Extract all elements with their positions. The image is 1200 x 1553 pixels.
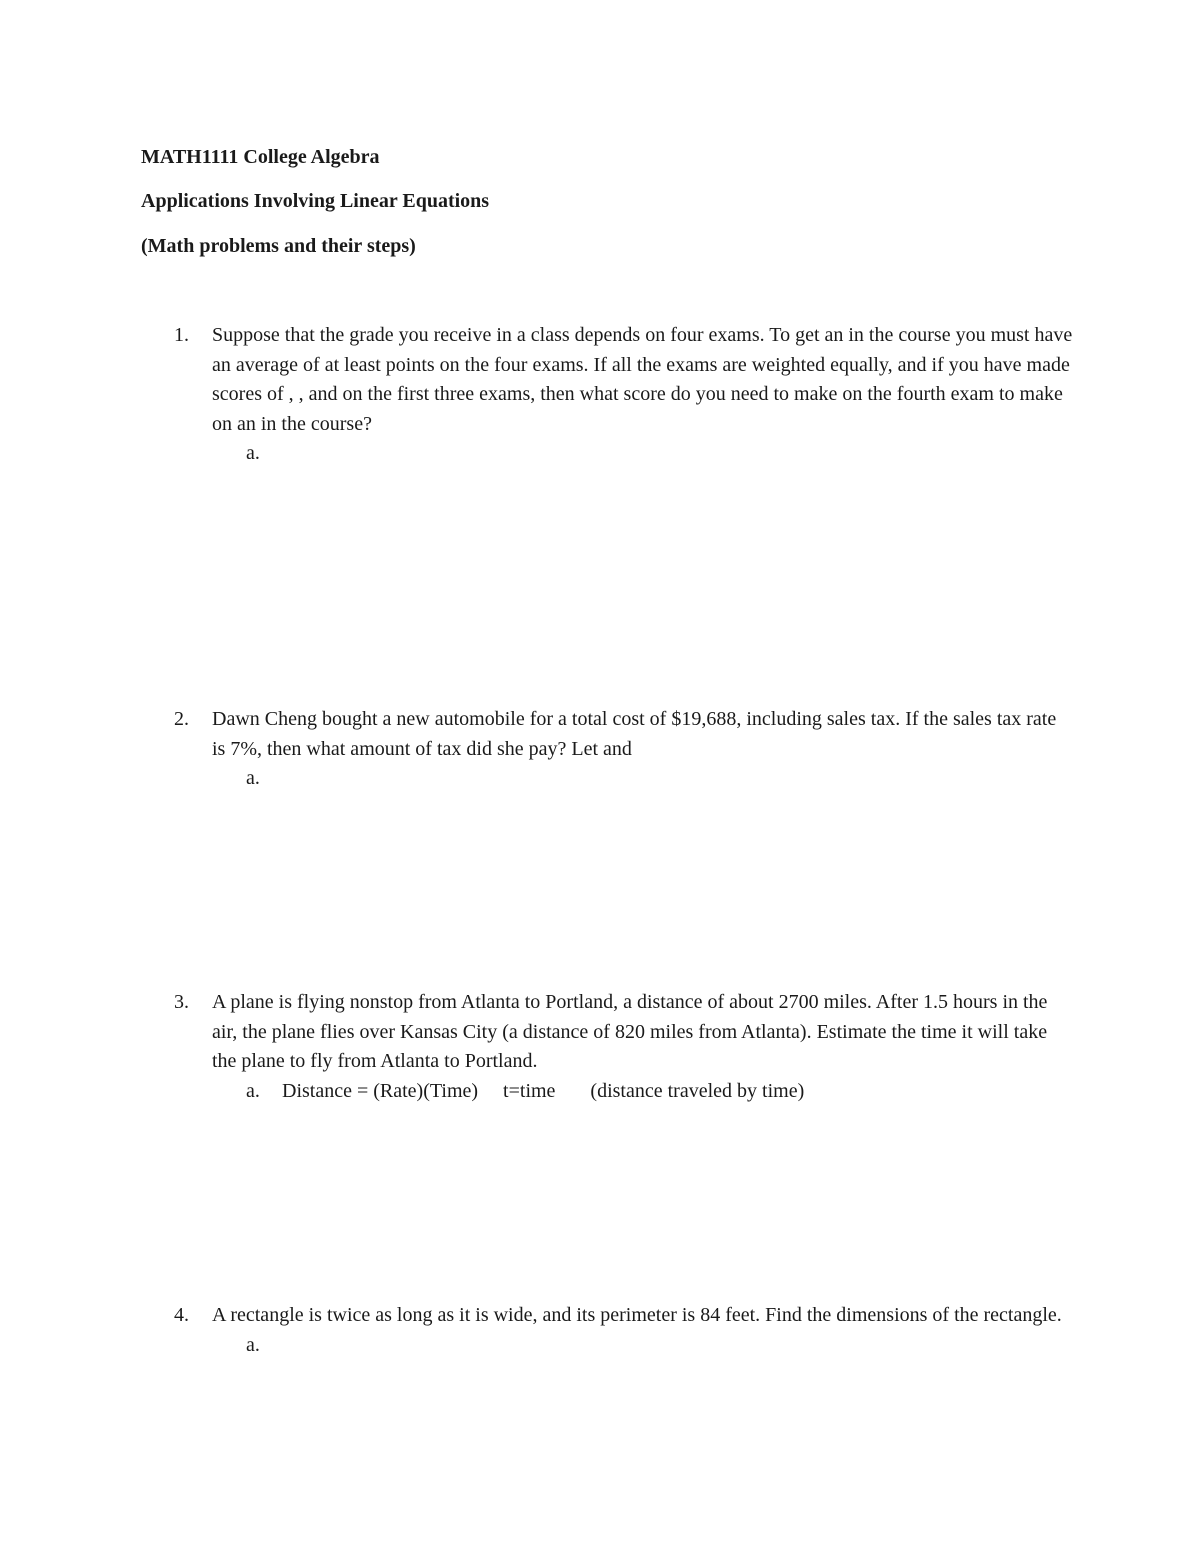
answer-letter: a.	[246, 1079, 260, 1102]
answer-text: Distance = (Rate)(Time) t=time (distance traveled by time)	[282, 1079, 805, 1102]
answer-letter: a.	[246, 442, 260, 464]
answer-letter: a.	[246, 1333, 260, 1356]
topic-title: Applications Involving Linear Equations	[141, 190, 490, 212]
problem-2	[174, 705, 1074, 794]
problem-text: A plane is flying nonstop from Atlanta to Portland, a distance of about 2700 miles. After 1.5 hours in the air, the plane flies over Kansas City (a distance of 820 miles from Atlanta). Estimate the time it will take the plane to fly from Atlanta to Portland.	[212, 991, 1048, 1072]
answer-line	[246, 1077, 1074, 1107]
problem-4	[174, 1301, 1074, 1360]
problem-3	[174, 988, 1074, 1106]
answer-line	[246, 1331, 1074, 1361]
answer-line	[246, 764, 1074, 794]
problem-text: Dawn Cheng bought a new automobile for a total cost of $19,688, including sales tax. If the sales tax rate is 7%, then what amount of tax did she pay? Let and	[212, 708, 1057, 760]
answer-letter: a.	[246, 767, 260, 789]
problem-number: 2.	[174, 708, 189, 730]
answer-line	[246, 439, 1074, 469]
problem-text: A rectangle is twice as long as it is wide, and its perimeter is 84 feet. Find the dimensions of the rectangle.	[212, 1304, 1062, 1326]
problem-text: Suppose that the grade you receive in a class depends on four exams. To get an in the course you must have an average of at least points on the four exams. If all the exams are weighted equally, and if you have made scores of , , and on the first three exams, then what score do you need to make on the fourth exam to make on an in the course?	[212, 324, 1073, 435]
problem-number: 1.	[174, 324, 189, 346]
course-title: MATH1111 College Algebra	[141, 146, 380, 168]
problem-number: 3.	[174, 991, 189, 1013]
subtitle: (Math problems and their steps)	[141, 235, 416, 257]
problem-1	[174, 321, 1074, 469]
problem-number: 4.	[174, 1304, 189, 1326]
